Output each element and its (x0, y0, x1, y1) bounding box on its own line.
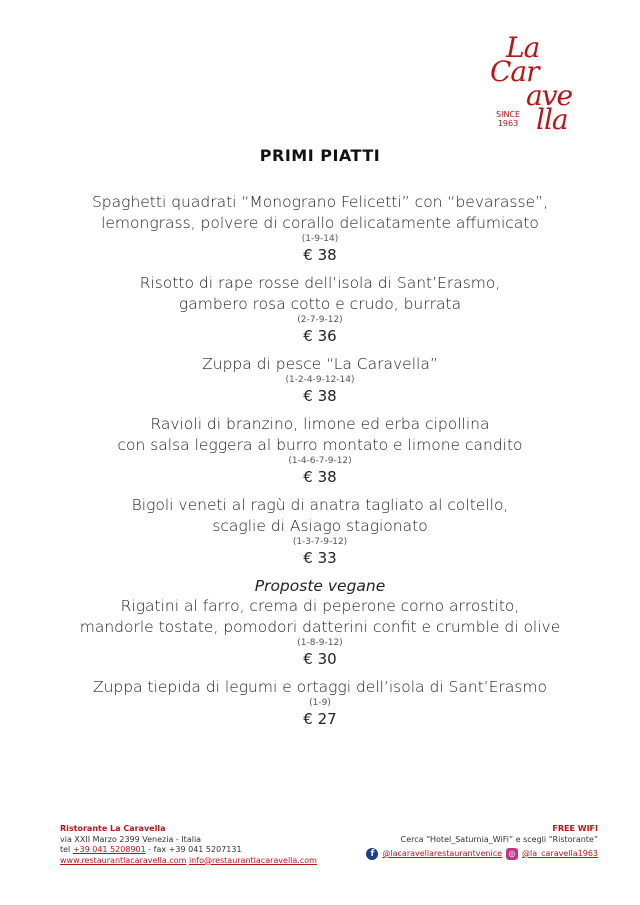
wifi-text: Cerca “Hotel_Saturnia_WiFi” e scegli “Ristorante” (400, 834, 598, 844)
phone-line (60, 845, 317, 856)
dish-item (0, 596, 640, 669)
phone-link[interactable]: +39 041 5208901 (72, 845, 146, 854)
dish-allergens: (1-9) (309, 698, 331, 708)
dish-item (0, 192, 640, 265)
dish-allergens: (1-8-9-12) (297, 638, 343, 648)
dish-description: Risotto di rape rosse dell’isola di Sant’Erasmo, (139, 274, 501, 292)
vegan-heading: Proposte vegane (254, 577, 386, 595)
dish-price: € 27 (303, 710, 337, 728)
logo-word-2: Car (490, 55, 539, 88)
dish-item (0, 495, 640, 568)
facebook-icon: f (366, 848, 378, 860)
dish-price: € 36 (303, 327, 337, 345)
fax-text: - fax +39 041 5207131 (148, 845, 242, 854)
vegan-dish-list (0, 596, 640, 729)
facebook-link[interactable]: @lacaravellarestaurantvenice (382, 848, 503, 858)
logo-since (496, 110, 520, 128)
dish-description: mandorle tostate, pomodori datterini confit e crumble di olive (79, 618, 561, 636)
logo-since-year: 1963 (497, 119, 519, 128)
dish-item (0, 677, 640, 729)
social-links (338, 848, 598, 860)
instagram-link[interactable]: @la_caravella1963 (522, 848, 598, 858)
web-line (60, 856, 317, 867)
logo-word-4: lla (536, 103, 568, 136)
restaurant-name: Ristorante La Caravella (60, 824, 166, 833)
dish-item (0, 414, 640, 487)
website-link[interactable]: www.restaurantlacaravella.com (60, 855, 187, 865)
dish-list (0, 192, 640, 568)
dish-description: Zuppa di pesce “La Caravella” (202, 355, 438, 373)
dish-price: € 30 (303, 650, 337, 668)
instagram-icon: ◎ (506, 848, 518, 860)
dish-allergens: (1-9-14) (301, 234, 339, 244)
logo-word-3: ave (526, 79, 573, 112)
dish-description: Bigoli veneti al ragù di anatra tagliato al coltello, (131, 496, 509, 514)
dish-price: € 33 (303, 549, 337, 567)
dish-description: gambero rosa cotto e crudo, burrata (178, 295, 462, 313)
menu-list (0, 192, 640, 737)
dish-price: € 38 (303, 468, 337, 486)
dish-price: € 38 (303, 387, 337, 405)
dish-description: Ravioli di branzino, limone ed erba cipollina (150, 415, 490, 433)
dish-allergens: (1-2-4-9-12-14) (285, 375, 355, 385)
dish-description: con salsa leggera al burro montato e limone candito (117, 436, 523, 454)
dish-description: lemongrass, polvere di corallo delicatamente affumicato (101, 214, 539, 232)
logo-word-1: La (506, 31, 540, 64)
section-title: PRIMI PIATTI (259, 146, 381, 165)
address: via XXII Marzo 2399 Venezia - Italia (60, 834, 202, 844)
wifi-title: FREE WIFI (552, 824, 598, 833)
dish-description: scaglie di Asiago stagionato (212, 517, 428, 535)
dish-allergens: (1-4-6-7-9-12) (288, 456, 352, 466)
dish-allergens: (2-7-9-12) (297, 315, 343, 325)
restaurant-logo (486, 31, 586, 136)
dish-allergens: (1-3-7-9-12) (292, 537, 348, 547)
dish-description: Zuppa tiepida di legumi e ortaggi dell’isola di Sant’Erasmo (92, 678, 548, 696)
email-link[interactable]: info@restaurantlacaravella.com (188, 855, 317, 865)
footer-wifi (338, 824, 598, 860)
dish-item (0, 354, 640, 406)
logo-since-label: SINCE (496, 110, 521, 119)
dish-description: Rigatini al farro, crema di peperone corno arrostito, (120, 597, 520, 615)
dish-price: € 38 (303, 246, 337, 264)
footer-contact (60, 824, 317, 866)
tel-label: tel (60, 845, 71, 854)
dish-item (0, 273, 640, 346)
dish-description: Spaghetti quadrati “Monograno Felicetti” con “bevarasse”, (91, 193, 549, 211)
